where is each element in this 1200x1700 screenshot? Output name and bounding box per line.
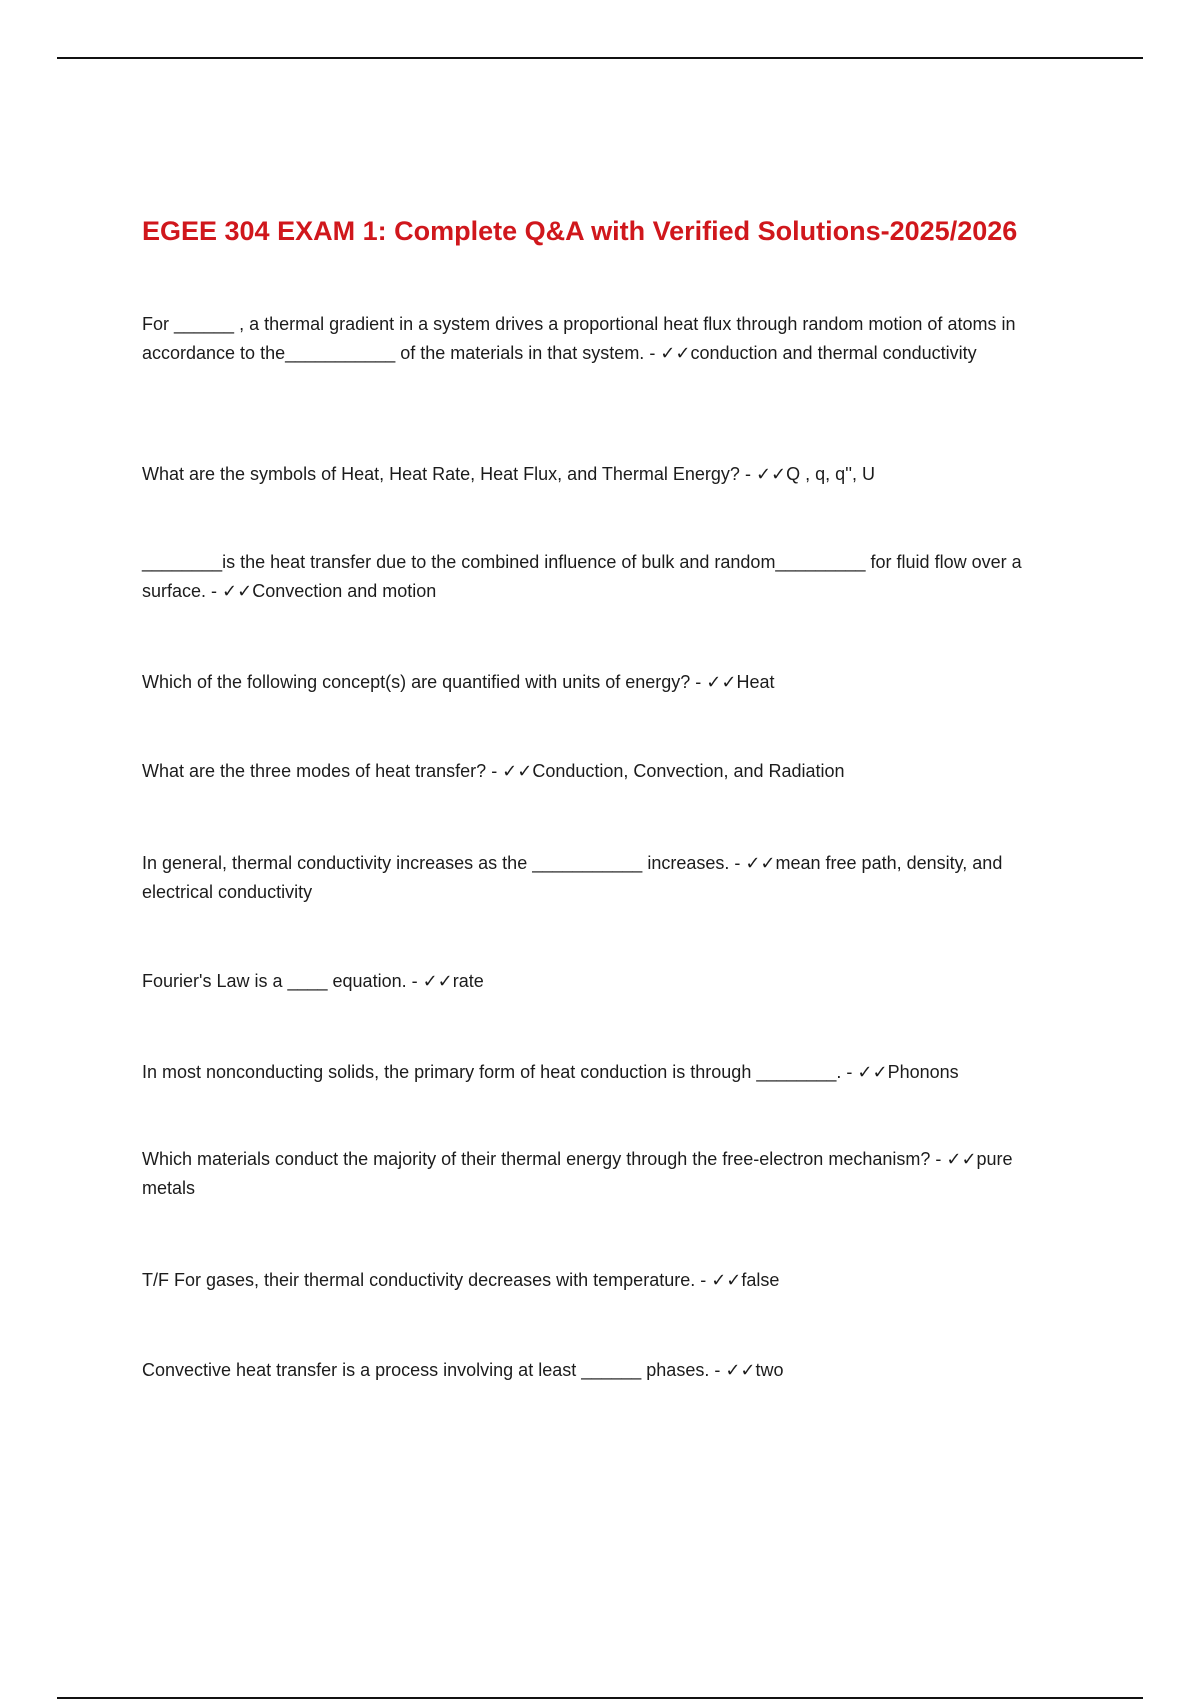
qa-item-11: Convective heat transfer is a process involving at least ______ phases. - ✓✓two: [142, 1360, 784, 1380]
bottom-rule: [57, 1697, 1143, 1699]
qa-item-8: In most nonconducting solids, the primary form of heat conduction is through ________. - ✓✓Phonons: [142, 1062, 959, 1082]
qa-item-3: ________is the heat transfer due to the combined influence of bulk and random_________ for fluid flow over a surface. - ✓✓Convection and motion: [142, 552, 1022, 601]
qa-item-4: Which of the following concept(s) are quantified with units of energy? - ✓✓Heat: [142, 672, 775, 692]
document-title: EGEE 304 EXAM 1: Complete Q&A with Verified Solutions-2025/2026: [142, 216, 1018, 246]
qa-item-10: T/F For gases, their thermal conductivity decreases with temperature. - ✓✓false: [142, 1270, 780, 1290]
qa-item-6: In general, thermal conductivity increases as the ___________ increases. - ✓✓mean free path, density, and electrical conductivity: [142, 853, 1003, 902]
top-rule: [57, 57, 1143, 59]
qa-item-2: What are the symbols of Heat, Heat Rate, Heat Flux, and Thermal Energy? - ✓✓Q , q, q'', U: [142, 464, 876, 484]
qa-item-7: Fourier's Law is a ____ equation. - ✓✓rate: [142, 971, 484, 991]
qa-item-1: For ______ , a thermal gradient in a system drives a proportional heat flux through random motion of atoms in accordance to the___________ of the materials in that system. - ✓✓conduction and thermal conductivity: [142, 314, 1016, 363]
qa-item-9: Which materials conduct the majority of their thermal energy through the free-electron mechanism? - ✓✓pure metals: [142, 1149, 1013, 1198]
qa-item-5: What are the three modes of heat transfer? - ✓✓Conduction, Convection, and Radiation: [142, 761, 845, 781]
